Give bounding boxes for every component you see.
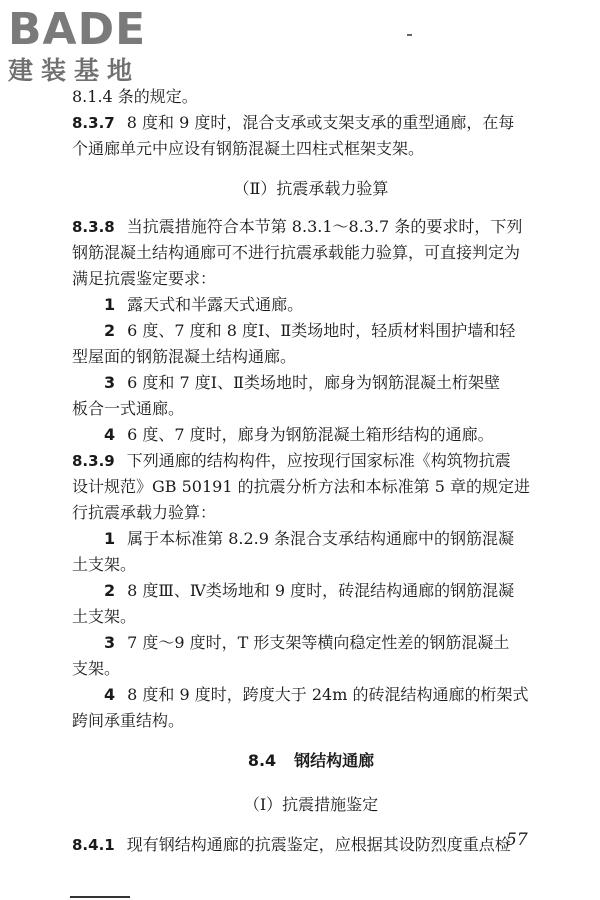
text-line: 土支架。 — [72, 607, 137, 626]
item-number: 2 — [104, 321, 116, 340]
clause-number: 8.3.7 — [72, 114, 115, 132]
item-number: 2 — [104, 581, 116, 600]
item-number: 4 — [104, 425, 116, 444]
item-text: 露天式和半露天式通廊。 — [127, 295, 304, 314]
subsection-heading — [72, 792, 550, 818]
document-body — [72, 84, 550, 858]
heading-text: （Ⅰ）抗震措施鉴定 — [243, 795, 379, 814]
clause-line — [72, 110, 550, 136]
text-line: 行抗震承载力验算： — [72, 503, 217, 522]
clause-line — [72, 832, 550, 858]
list-item — [72, 292, 550, 318]
bottom-rule — [70, 896, 130, 898]
text-line: 型屋面的钢筋混凝土结构通廊。 — [72, 347, 297, 366]
clause-line — [72, 214, 550, 240]
item-number: 1 — [104, 529, 116, 548]
item-text: 属于本标准第 8.2.9 条混合支承结构通廊中的钢筋混凝 — [127, 529, 515, 548]
item-text: 6 度和 7 度Ⅰ、Ⅱ类场地时，廊身为钢筋混凝土桁架壁 — [127, 373, 500, 392]
text-line: 土支架。 — [72, 555, 137, 574]
watermark-brand: BADE — [8, 4, 147, 55]
clause-text: 8 度和 9 度时，混合支承或支架支承的重型通廊，在每 — [126, 113, 515, 132]
list-item — [72, 682, 550, 708]
text-line: 满足抗震鉴定要求： — [72, 269, 217, 288]
section-title: 钢结构通廊 — [294, 751, 375, 770]
text-line: 个通廊单元中应设有钢筋混凝土四柱式框架支架。 — [72, 139, 425, 158]
clause-number: 8.4.1 — [72, 836, 115, 854]
clause-number: 8.3.8 — [72, 218, 115, 236]
item-text: 6 度、7 度和 8 度Ⅰ、Ⅱ类场地时，轻质材料围护墙和轻 — [127, 321, 516, 340]
text-line: 设计规范》GB 50191 的抗震分析方法和本标准第 5 章的规定进 — [72, 477, 530, 496]
item-number: 1 — [104, 295, 116, 314]
scan-mark — [407, 34, 412, 36]
clause-text: 现有钢结构通廊的抗震鉴定，应根据其设防烈度重点检 — [126, 835, 511, 854]
section-heading — [72, 748, 550, 774]
text-line: 支架。 — [72, 659, 121, 678]
text-line: 跨间承重结构。 — [72, 711, 185, 730]
clause-number: 8.3.9 — [72, 452, 115, 470]
heading-text: （Ⅱ）抗震承载力验算 — [233, 179, 389, 198]
text-line: 钢筋混凝土结构通廊可不进行抗震承载能力验算，可直接判定为 — [72, 243, 521, 262]
list-item — [72, 370, 550, 396]
text-line: 8.1.4 条的规定。 — [72, 87, 198, 106]
clause-line — [72, 448, 550, 474]
section-number: 8.4 — [247, 751, 277, 770]
list-item — [72, 318, 550, 344]
list-item — [72, 526, 550, 552]
clause-text: 当抗震措施符合本节第 8.3.1～8.3.7 条的要求时，下列 — [126, 217, 523, 236]
item-text: 8 度Ⅲ、Ⅳ类场地和 9 度时，砖混结构通廊的钢筋混凝 — [127, 581, 515, 600]
subsection-heading — [72, 176, 550, 202]
item-number: 3 — [104, 633, 116, 652]
page-number: 57 — [506, 830, 528, 850]
list-item — [72, 422, 550, 448]
text-line: 板合一式通廊。 — [72, 399, 185, 418]
list-item — [72, 630, 550, 656]
watermark-subtitle: 建装基地 — [8, 56, 141, 85]
list-item — [72, 578, 550, 604]
clause-text: 下列通廊的结构构件，应按现行国家标准《构筑物抗震 — [126, 451, 511, 470]
item-text: 7 度～9 度时，T 形支架等横向稳定性差的钢筋混凝土 — [127, 633, 510, 652]
watermark-logo — [8, 6, 178, 86]
item-text: 6 度、7 度时，廊身为钢筋混凝土箱形结构的通廊。 — [127, 425, 494, 444]
item-number: 4 — [104, 685, 116, 704]
item-text: 8 度和 9 度时，跨度大于 24m 的砖混结构通廊的桁架式 — [127, 685, 529, 704]
item-number: 3 — [104, 373, 116, 392]
